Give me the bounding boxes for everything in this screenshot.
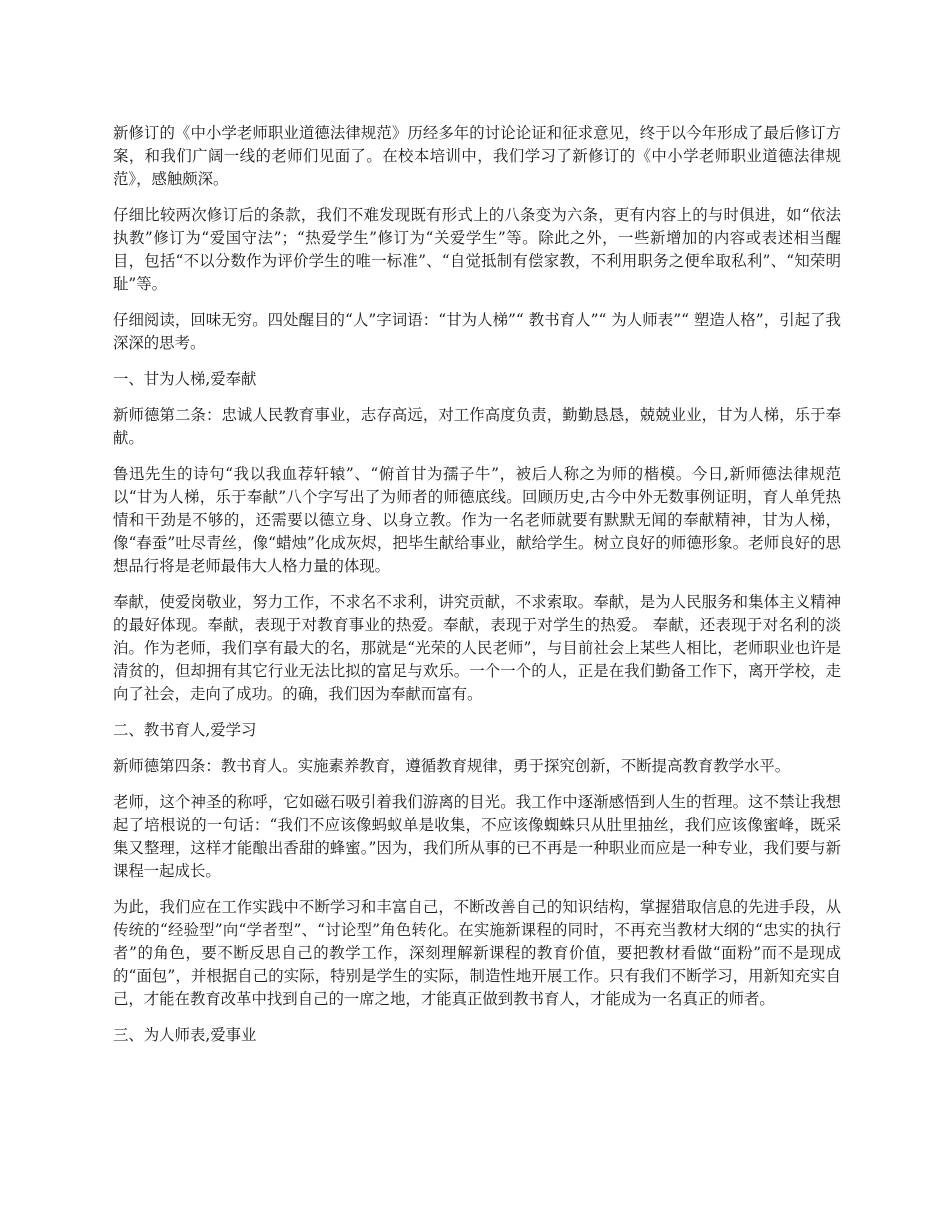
- paragraph-teacher-title: 老师，这个神圣的称呼，它如磁石吸引着我们游离的目光。我工作中逐渐感悟到人生的哲理。这不禁让我想起了培根说的一句话：“我们不应该像蚂蚁单是收集，不应该像蜘蛛只从肚里抽丝，我们应该像蜜峰，既采集又整理，这样才能酿出香甜的蜂蜜。”因为，我们所从事的已不再是一种职业而应是一种专业，我们要与新课程一起成长。: [113, 793, 841, 880]
- paragraph-dedication: 奉献，使爱岗敬业，努力工作，不求名不求利，讲究贡献，不求索取。奉献，是为人民服务和集体主义精神的最好体现。奉献，表现于对教育事业的热爱。奉献，表现于对学生的热爱。 奉献，还表现于对名利的淡泊。作为老师，我们享有最大的名，那就是“光荣的人民老师”，与目前社会上某些人相比，老师职业也许是清贫的，但却拥有其它行业无法比拟的富足与欢乐。一个一个的人，正是在我们勤备工作下，离开学校，走向了社会，走向了成功。的确，我们因为奉献而富有。: [113, 593, 841, 703]
- paragraph-intro: 新修订的《中小学老师职业道德法律规范》历经多年的讨论论证和征求意见，终于以今年形成了最后修订方案，和我们广阔一线的老师们见面了。在校本培训中，我们学习了新修订的《中小学老师职业道德法律规范》，感触颇深。: [113, 124, 841, 188]
- section-heading-3: 三、为人师表,爱事业: [113, 1026, 257, 1044]
- paragraph-article-4: 新师德第四条：教书育人。实施素养教育，遵循教育规律，勇于探究创新，不断提高教育教学水平。: [113, 757, 791, 775]
- paragraph-comparison: 仔细比较两次修订后的条款，我们不难发现既有形式上的八条变为六条，更有内容上的与时俱进，如“依法执教”修订为“爱国守法”；“热爱学生”修订为“关爱学生”等。除此之外，一些新增加的内容或表述相当醒目，包括“不以分数作为评价学生的唯一标准”、“自觉抵制有偿家教，不利用职务之便牟取私利”、“知荣明耻”等。: [113, 206, 841, 293]
- paragraph-luxun: 鲁迅先生的诗句“我以我血荐轩辕”、“俯首甘为孺子牛”，被后人称之为师的楷模。今日,新师德法律规范以“甘为人梯，乐于奉献”八个字写出了为师者的师德底线。回顾历史,古今中外无数事例证明，育人单凭热情和干劲是不够的，还需要以德立身、以身立教。作为一名老师就要有默默无闻的奉献精神，甘为人梯，像“春蚕”吐尽青丝，像“蜡烛”化成灰烬，把毕生献给事业，献给学生。树立良好的师德形象。老师良好的思想品行将是老师最伟大人格力量的体现。: [113, 465, 841, 575]
- document-body: [113, 122, 841, 1060]
- paragraph-learning: 为此，我们应在工作实践中不断学习和丰富自己，不断改善自己的知识结构，掌握猎取信息的先进手段，从传统的“经验型”向“学者型”、“讨论型”角色转化。在实施新课程的同时，不再充当教材大纲的“忠实的执行者”的角色，要不断反思自己的教学工作，深刻理解新课程的教育价值，要把教材看做“面粉”而不是现成的“面包”，并根据自己的实际，特别是学生的实际，制造性地开展工作。只有我们不断学习，用新知充实自己，才能在教育改革中找到自己的一席之地，才能真正做到教书育人，才能成为一名真正的师者。: [113, 898, 841, 1008]
- section-heading-1: 一、甘为人梯,爱奉献: [113, 370, 257, 388]
- section-heading-2: 二、教书育人,爱学习: [113, 721, 257, 739]
- paragraph-reading: 仔细阅读，回味无穷。四处醒目的“人”字词语：“甘为人梯”“ 教书育人”“ 为人师表”“ 塑造人格”，引起了我深深的思考。: [113, 311, 841, 352]
- paragraph-article-2: 新师德第二条：忠诚人民教育事业，志存高远，对工作高度负责，勤勤恳恳，兢兢业业，甘为人梯，乐于奉献。: [113, 406, 841, 447]
